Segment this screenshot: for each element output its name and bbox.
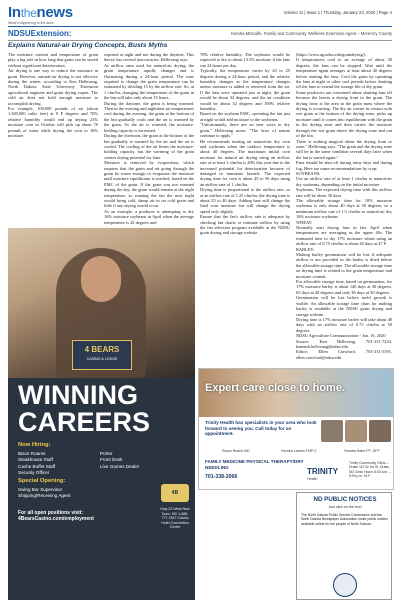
casino-logo-text: 4 BEARS	[84, 345, 120, 354]
paragraph: Germination will be lost before mold growth is visible. An allowable storage time chart for malting barley is available at the NDSU grain drying and storage website.	[296, 295, 392, 317]
paragraph: For allowable storage time, based on germination, for 17% moisture barley is about 140 days at 30 degrees, 65 days at 40 degrees and only 30 days at 50 degrees.	[296, 279, 392, 295]
paragraph: Ensure that the fan's airflow rate is adequate by checking fan charts or estimate airflow by using the fan selection program available at the NDSU grain drying and storage website	[200, 214, 290, 236]
newspaper-logo[interactable]	[8, 4, 73, 21]
special-list	[18, 487, 70, 500]
logo-news: news	[36, 4, 73, 21]
clinic-info: Trinity Community Clinic – Drake 112 W 1st St, Drake, ND Clinic Hours 8:00 a.m. – 5:00 p.m. M-F	[349, 461, 392, 479]
article-column-3	[200, 52, 290, 364]
paragraph: During the forenoon, the grain at the bottom of the bin gradually is warmed by the air and the air is cooled. The cooling of the air limits the moisture-holding capacity, but the warming of the grain creates drying potential for later.	[104, 133, 194, 160]
ad-hero-text: Expert care close to home.	[205, 382, 345, 394]
paragraph: Some producers are concerned about shutting fans off because the leaves a drying front in the grain. The drying front is the area in the grain mass where the drying is occurring. The dry air comes in contact with wet grain at the bottom of the drying zone, picks up moisture until it comes into equilibrium with the grain in the drying zone and then carries the moisture through the wet grain above the drying zone and out of the bin.	[296, 89, 392, 139]
paragraph: NDSU Agriculture Communication - Jan. 16, 2020	[296, 333, 386, 339]
paragraph: "Unfortunately, there are no new ways to dry grain," Hellevang notes. "The laws of nature continue to apply."	[200, 122, 290, 139]
article-column-1	[8, 52, 98, 224]
section-title: NDSUExtension:	[8, 29, 72, 38]
paragraph: If temperatures cool to an average of about 30 degrees, the fans can be stopped. Wait until the temperature again averages at least about 40 degrees before starting the fans. Cool the grain by operating the fans at night or other cool periods before shutting off the fans to extend the storage life of dry grain.	[296, 57, 392, 90]
trinity-logo: TRINITY	[307, 467, 339, 476]
paragraph: Fans should be shut off during rainy days and during fog. Here are some recommendations by crop:	[296, 160, 392, 171]
doctor-photo	[345, 420, 367, 442]
doctor-photo	[369, 420, 391, 442]
trinity-health-ad[interactable]	[198, 368, 394, 490]
paragraph: Moisture is removed by evaporation, which requires that the grain and air going through the grain be warm enough to evaporate the moisture until moisture equilibrium is reached, based on the EMC of the grain. If the grain was not warmed during the day, the grain would remain at the night temperature, so running the fan the next night would bring cold, damp air in on cold grain and little if any drying would occur.	[104, 160, 194, 209]
paragraph: For example, 100,000 pounds of air (about 1,300,000 cubic feet) at 0 F degrees and 70% relative humidity would end up drying 23% moisture corn in October will pick up about 70 pounds of water while drying the corn to 16% moisture.	[8, 106, 98, 139]
paragraph: BARLEY:	[296, 246, 315, 252]
list-item: Swing Bar Supervisor	[18, 487, 63, 492]
list-item: Security Officer	[18, 470, 50, 476]
hiring-list-left	[18, 451, 55, 477]
paragraph: Editor: Ellen Crawford, 701-231-5391, ellen.crawford@ndsu.edu	[296, 349, 392, 360]
casino-address: Hwy 23 West New Town, ND 1-888-777-7847 Casino Hotel Convention Center	[160, 507, 190, 530]
paragraph: Air drying is one way to reduce the moisture in grain. However, natural-air drying is not effective during the winter, according to Ken Hellevang, North Dakota State University Extension agricultural engineer and grain drying expert. The cold air does not hold enough moisture to accomplish drying.	[8, 68, 98, 106]
ad-headline	[18, 382, 150, 436]
paragraph: Drying time is 17% moisture barley will take about 40 days with an airflow rate of 0.75 cfm/bu at 50 degrees.	[296, 316, 392, 333]
seal-icon	[333, 573, 357, 597]
masthead	[8, 4, 392, 24]
casino-mark-icon: 4B	[161, 484, 189, 502]
paragraph: Typically, the temperature varies by 20 to 25 degrees during a 24-hour period, and the relative humidity changes as the temperature changes unless moisture is added or removed from the air. If the fans were operated just at night, the grain would be about 32 degrees, and the air condition would be about 32 degrees and 100% relative humidity.	[200, 68, 290, 112]
section-rule	[8, 40, 392, 41]
public-notices-body: The North Dakota Public Service Commission and the North Dakota Newspaper Association make public notices available online for the people of North Dakota.	[301, 513, 388, 526]
doctor-photos	[321, 420, 393, 448]
paragraph: As airflow rates used for natural-air drying, the grain temperature rapidly changes and is fluctuating during a 24-hour period. The time required to change the grain temperature can be estimated by dividing 15 by the airflow rate. So, at 1 cfm/bu, changing the temperature of the grain in the bin will take only about 15 hours.	[104, 62, 194, 101]
paragraph: Source: Ken Hellevang, 701-231-7243, kenneth.hellevang@ndsu.edu	[296, 338, 392, 349]
person-face	[81, 256, 121, 302]
trinity-logo-sub: Health	[307, 477, 318, 481]
casino-logo	[72, 340, 132, 370]
logo-in: In	[8, 4, 21, 21]
employment-link[interactable]: For all open positions visit: 4BearsCasino.com/employment	[18, 510, 94, 522]
public-notices-ad[interactable]	[296, 492, 392, 600]
hiring-list-right	[100, 451, 139, 470]
phone-number[interactable]: 701-338-2066	[205, 474, 238, 480]
paragraph: Use an airflow rate of at least 1 cfm/bu to natural-air dry soybeans, depending on the initial moisture.	[296, 176, 392, 187]
list-item: Steakhouse Staff	[18, 457, 53, 463]
list-item: Bison Roams	[18, 451, 46, 456]
paragraph: Normally start drying fans in late April when temperatures are averaging in the upper 40s. The estimated time to dry 17% moisture wheat using an airflow rate of 0.75 cfm/bu is about 40 days at 47 F.	[296, 225, 392, 247]
paragraph: SOYBEANS:	[296, 170, 321, 176]
section-header	[8, 29, 392, 39]
masthead-rule	[8, 26, 392, 27]
paragraph: WHEAT:	[296, 219, 313, 225]
hiring-label: Now Hiring:	[18, 442, 51, 448]
ad-headline-line-2: CAREERS	[18, 407, 151, 437]
paragraph: exposed at night and not during the daytime. This theory has several inaccuracies, Hellevang says.	[104, 52, 194, 63]
paragraph: Based on the soybean EMC, operating the fan just at night would add moisture to the soybeans.	[200, 111, 290, 122]
ad-intro: Trinity Health has specialists in your area who look forward to seeing you. Call today for an appointment.	[205, 420, 317, 437]
paragraph: (https://www.ag.ndsu.edu/graindrying/).	[296, 52, 367, 57]
paragraph: 70% relative humidity. The soybeans would be expected to dry to about 13.5% moisture if the fans run 24 hours per day.	[200, 52, 290, 68]
logo-the: the	[20, 6, 37, 20]
list-item: Live Games Dealer	[100, 463, 140, 469]
paragraph: Soybeans. The expected drying time with this airflow rate will be about 30 days.	[296, 187, 392, 198]
special-opening-label: Special Opening:	[18, 478, 66, 484]
section-byline: Kendra Metcalfe, Family and Community Wellness Extension Agent – McHenry County	[231, 31, 392, 36]
paragraph: The allowable storage time for 18% moisture soybeans is only about 40 days at 50 degrees, so a minimum airflow rate of 1.5 cfm/bu to natural-air dry 16% moisture soybeans.	[296, 197, 392, 220]
doctor-name: Bruce Roach MD	[222, 449, 250, 453]
paragraph: As an example, a producer is attempting to dry 16% moisture soybeans in April when the average temperature is 42 degrees and	[104, 208, 194, 225]
paragraph: Malting barley germination will be lost if adequate airflow is not provided so the barley is dried before the allowable storage time. The allowable storage time on drying time is related to the grain temperature and moisture content.	[296, 252, 392, 279]
casino-logo-sub: CASINO & LODGE	[86, 357, 118, 361]
paragraph: He recommends turning on natural-air dry corn and soybeans when the outdoor temperature is about 40 degrees. The maximum initial corn moisture for natural air drying using an airflow rate of at least 1 cfm/bu is 20% this year due to the increased potential for deterioration because of damaged or immature kernels. The expected drying time for corn is about 45 to 50 days using an airflow rate of 1 cfm/bu.	[200, 138, 290, 187]
list-item: Shipping/Receiving Agent	[18, 493, 71, 499]
paragraph: During the daytime, the grain is being warmed. Then in the evening and nighttime air temperatures cool during the evening, the grain at the bottom of the bin gradually cools and the air is warmed by the grain. As the air is warmed, the moisture-holding capacity is increased.	[104, 100, 194, 133]
article-column-4	[296, 52, 392, 364]
list-item: Front Desk	[100, 457, 123, 463]
ad-headline-line-1: WINNING	[18, 380, 138, 410]
paragraph: The moisture content and temperature of grain play a big role in how long that grain can be stored without significant deterioration.	[8, 52, 98, 68]
paragraph: There is nothing magical about the drying front or zone," Hellevang says. "The grain and the drying zone will be in the same condition several days later when the fan is started again."	[296, 138, 392, 160]
article-headline: Explains Natural-air Drying Concepts, Busts Myths	[8, 42, 168, 49]
paragraph: Drying time is proportional to the airflow rate, so at an airflow rate of 1.25 cfm/bu, the drying time is about 35 to 40 days. Adding heat will change the final corn moisture but will change the drying speed only slightly.	[200, 187, 290, 214]
specialties: FAMILY MEDICINE PHYSICAL THERAPY/DRY NEEDLING	[205, 459, 304, 470]
issue-line: Volume 11 | Issue 1 | Thursday, January 23, 2020 | Page 4	[283, 10, 392, 15]
public-notices-title: ND PUBLIC NOTICES	[313, 496, 377, 503]
doctor-names	[205, 449, 394, 453]
doctor-name: Kendra Larsen FNP-C	[281, 449, 317, 453]
doctor-photo	[321, 420, 343, 442]
list-item: Cache Buffet Staff	[18, 463, 56, 469]
doctor-name: Sondra Hahn PT, DPT	[344, 449, 380, 453]
tagline: What's happening in the area	[8, 21, 54, 25]
careers-ad[interactable]	[8, 228, 195, 600]
public-notices-subtitle: Just click on the box!	[328, 505, 362, 509]
list-item: Porter	[100, 451, 113, 456]
